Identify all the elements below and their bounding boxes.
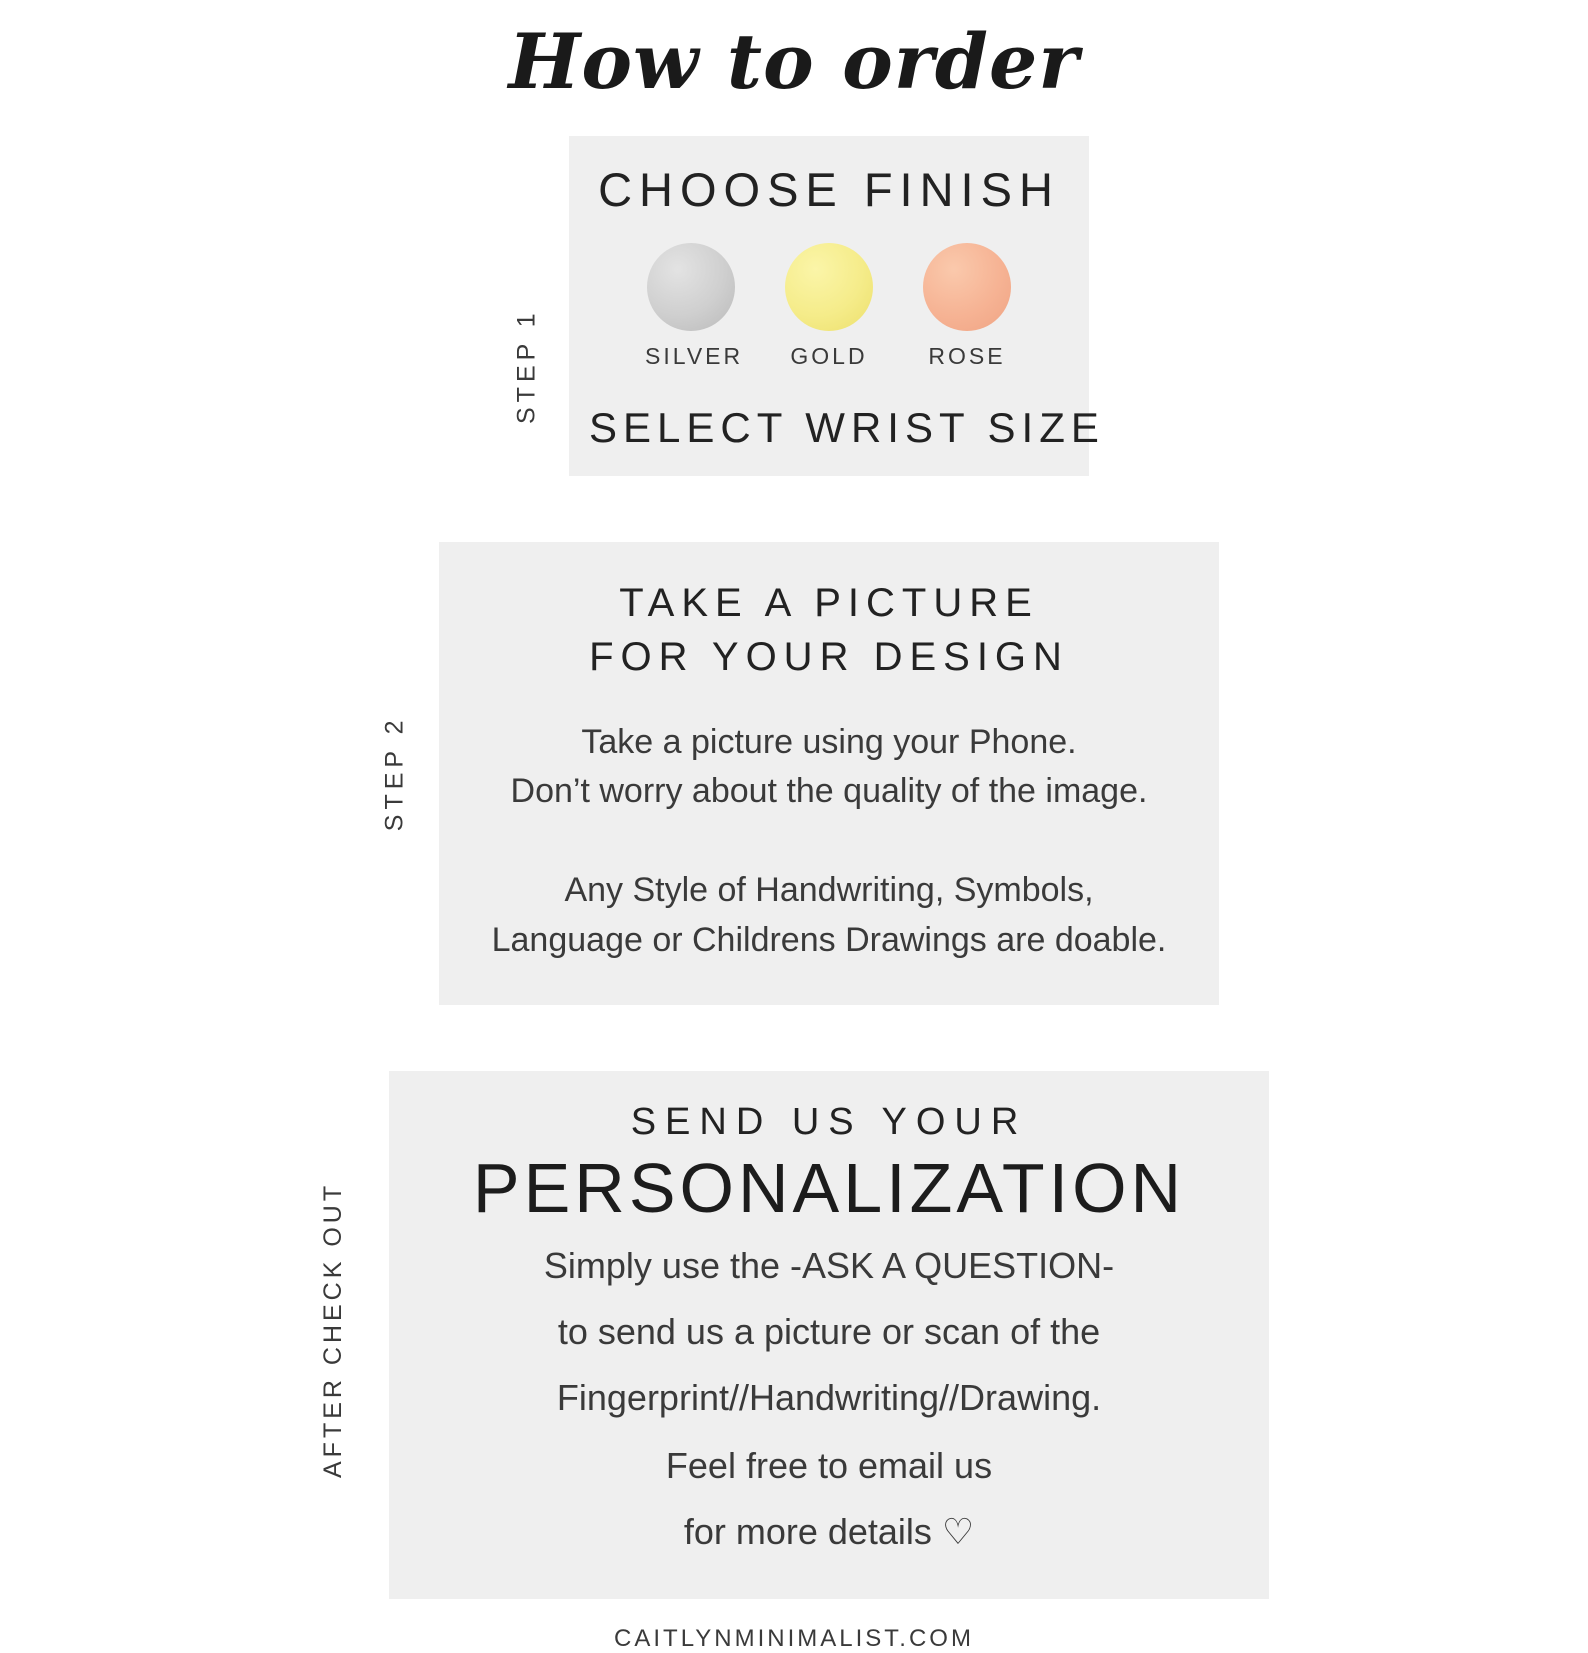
after-check-out-label: AFTER CHECK OUT <box>319 1181 347 1479</box>
silver-swatch-icon[interactable] <box>647 243 735 331</box>
step-3-line-2: to send us a picture or scan of the <box>557 1310 1101 1352</box>
finish-option-gold-label: GOLD <box>790 342 868 369</box>
step-2-panel <box>439 542 1219 1005</box>
finish-option-rose-label: ROSE <box>928 342 1006 369</box>
page-title: How to order <box>508 17 1080 106</box>
step-2-paragraph-1-line-2: Don’t worry about the quality of the image. <box>510 772 1148 811</box>
rose-swatch-icon[interactable] <box>923 243 1011 331</box>
step-3-line-1: Simply use the -ASK A QUESTION- <box>543 1244 1115 1286</box>
finish-option-silver[interactable] <box>645 243 744 370</box>
take-a-picture-heading-line2: FOR YOUR DESIGN <box>589 634 1069 679</box>
step-2-paragraph-2-line-2: Language or Childrens Drawings are doable. <box>491 920 1167 959</box>
finish-swatch-row <box>589 243 1069 370</box>
gold-swatch-icon[interactable] <box>785 243 873 331</box>
step-2-paragraph-2 <box>463 866 1195 965</box>
select-wrist-size-heading: SELECT WRIST SIZE <box>589 403 1105 451</box>
step-3-line-5: for more details ♡ <box>683 1510 975 1552</box>
choose-finish-heading: CHOOSE FINISH <box>598 162 1060 216</box>
step-3-line-3: Fingerprint//Handwriting//Drawing. <box>556 1376 1102 1418</box>
step-1-section <box>0 136 1588 476</box>
footer-website: CAITLYNMINIMALIST.COM <box>614 1624 974 1652</box>
step-1-label: STEP 1 <box>512 307 541 424</box>
take-a-picture-heading-line1: TAKE A PICTURE <box>619 580 1039 625</box>
finish-option-rose[interactable] <box>921 243 1013 370</box>
step-3-line-4: Feel free to email us <box>665 1444 993 1486</box>
step-3-panel <box>389 1071 1269 1599</box>
step-2-section <box>0 542 1588 1005</box>
personalization-heading: PERSONALIZATION <box>472 1148 1186 1227</box>
finish-option-silver-label: SILVER <box>645 342 744 369</box>
step-1-panel <box>569 136 1105 476</box>
step-2-label: STEP 2 <box>380 715 409 832</box>
step-2-paragraph-2-line-1: Any Style of Handwriting, Symbols, <box>564 871 1094 910</box>
step-2-paragraph-1-line-1: Take a picture using your Phone. <box>581 722 1077 761</box>
step-2-paragraph-1 <box>463 718 1195 817</box>
step-3-section <box>0 1071 1588 1599</box>
send-us-your-heading: SEND US YOUR <box>630 1100 1028 1143</box>
finish-option-gold[interactable] <box>783 243 875 370</box>
